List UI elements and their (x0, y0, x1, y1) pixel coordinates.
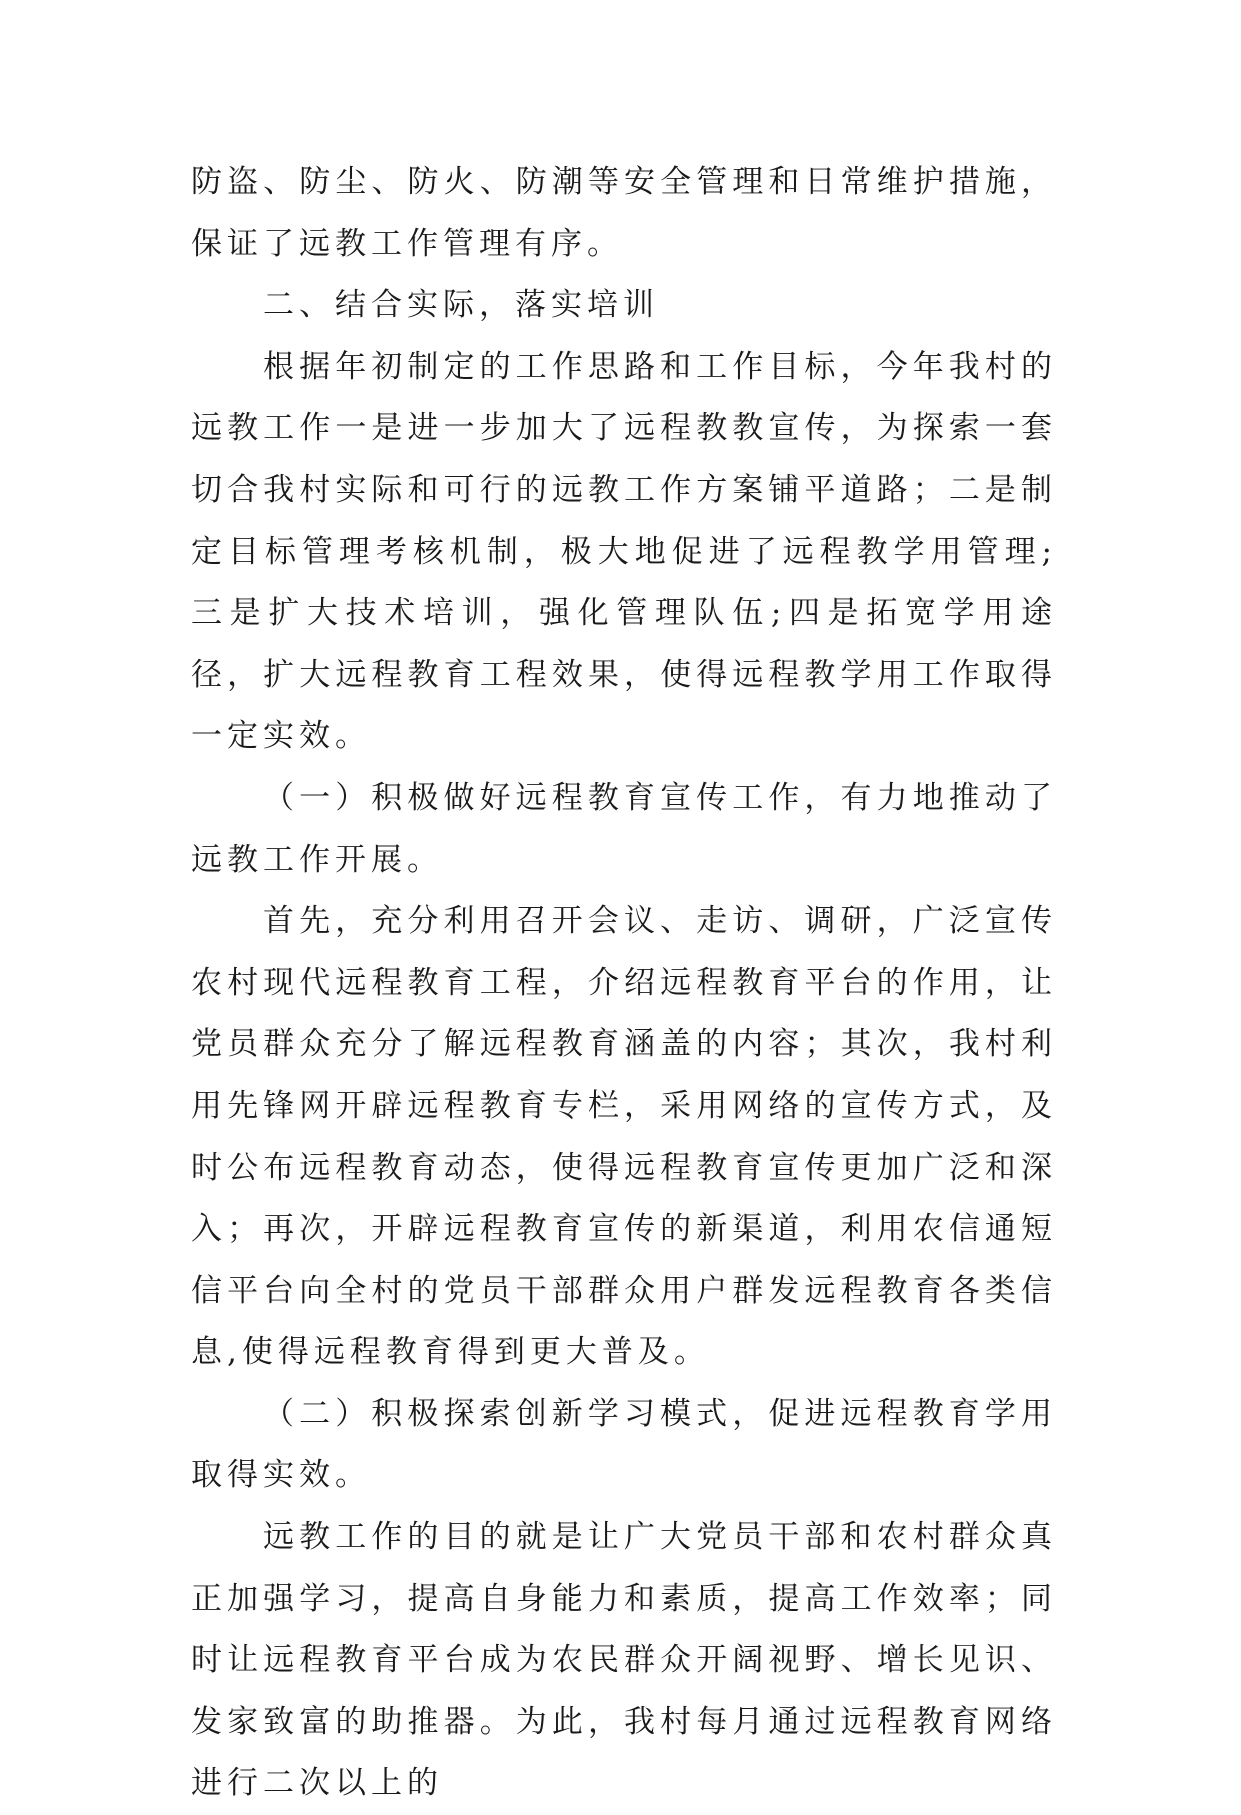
subsection-heading-1: （一）积极做好远程教育宣传工作，有力地推动了远教工作开展。 (191, 779, 1057, 878)
paragraph-7: 远教工作的目的就是让广大党员干部和农村群众真正加强学习，提高自身能力和素质，提高工作效率；同时让远程教育平台成为农民群众开阔视野、增长见识、发家致富的助推器。为此，我村每月通过远程教育网络进行二次以上的 (191, 1519, 1057, 1802)
section-heading-2: 二、结合实际，落实培训 (263, 287, 659, 324)
subsection-heading-2: （二）积极探索创新学习模式，促进远程教育学用取得实效。 (191, 1395, 1057, 1494)
paragraph-1: 防盗、防尘、防火、防潮等安全管理和日常维护措施，保证了远教工作管理有序。 (191, 164, 1057, 262)
paragraph-5: 首先，充分利用召开会议、走访、调研，广泛宣传农村现代远程教育工程，介绍远程教育平台的作用，让党员群众充分了解远程教育涵盖的内容；其次，我村利用先锋网开辟远程教育专栏，采用网络的宣传方式，及时公布远程教育动态，使得远程教育宣传更加广泛和深入；再次，开辟远程教育宣传的新渠道，利用农信通短信平台向全村的党员干部群众用户群发远程教育各类信息,使得远程教育得到更大普及。 (191, 903, 1057, 1371)
document-body (191, 152, 1057, 1815)
paragraph-3: 根据年初制定的工作思路和工作目标，今年我村的远教工作一是进一步加大了远程教教宣传，为探索一套切合我村实际和可行的远教工作方案铺平道路；二是制定目标管理考核机制，极大地促进了远程教学用管理;三是扩大技术培训，强化管理队伍;四是拓宽学用途径，扩大远程教育工程效果，使得远程教学用工作取得一定实效。 (191, 348, 1057, 755)
